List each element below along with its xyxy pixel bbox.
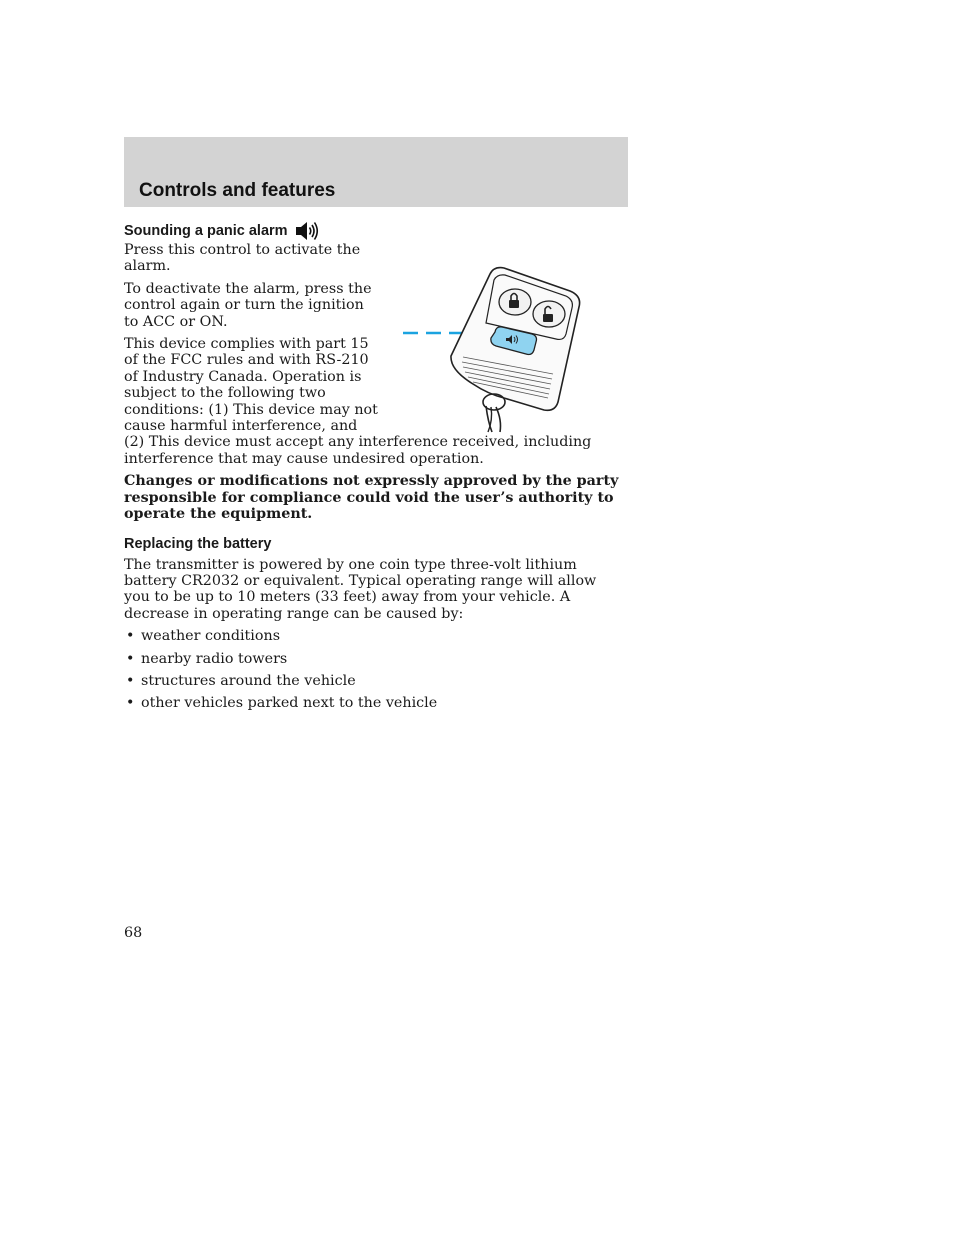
battery-heading: Replacing the battery (124, 535, 272, 552)
bullet-icon: • (126, 672, 135, 689)
fcc-compliance-paragraph: This device complies with part 15 of the FCC rules and with RS-210 of Industry Canada. Operation is subject to the following two conditions: (1) This device may not cause harmful interference, and (2) This device must accept any interference received, including interference that may cause undesired operation. (124, 336, 592, 467)
unlock-button-icon (533, 301, 565, 327)
lock-button-icon (499, 289, 531, 315)
section-header-band (124, 137, 628, 207)
list-item (124, 673, 624, 689)
modification-warning: Changes or modifications not expressly approved by the party responsible for compliance could void the user’s authority to operate the equipment. (124, 473, 619, 523)
page-number: 68 (124, 925, 143, 941)
key-ring-icon (483, 394, 505, 432)
list-item (124, 695, 624, 711)
section-title: Controls and features (139, 180, 336, 201)
panic-paragraph-2: To deactivate the alarm, press the control again or turn the ignition to ACC or ON. (124, 280, 372, 330)
list-item-text: weather conditions (141, 628, 281, 645)
list-item-text: structures around the vehicle (141, 672, 356, 689)
battery-paragraph: The transmitter is powered by one coin type three-volt lithium battery CR2032 or equivalent. Typical operating range will allow you to be up to 10 meters (33 feet) away from your vehicle. A decrease in operating range can be caused by: (124, 556, 597, 622)
list-item (124, 628, 624, 644)
panic-paragraph-1: Press this control to activate the alarm. (124, 242, 361, 275)
page-content (124, 220, 624, 718)
list-item (124, 651, 624, 667)
range-factors-list (124, 628, 624, 712)
panic-alarm-icon (294, 220, 320, 242)
remote-fob-icon (451, 268, 580, 432)
list-item-text: other vehicles parked next to the vehicle (141, 695, 438, 712)
bullet-icon: • (126, 695, 135, 712)
bullet-icon: • (126, 628, 135, 645)
panic-alarm-heading (124, 220, 624, 242)
panic-alarm-heading-text: Sounding a panic alarm (124, 223, 288, 239)
bullet-icon: • (126, 650, 135, 667)
keyless-remote-figure (378, 244, 628, 434)
list-item-text: nearby radio towers (141, 650, 288, 667)
